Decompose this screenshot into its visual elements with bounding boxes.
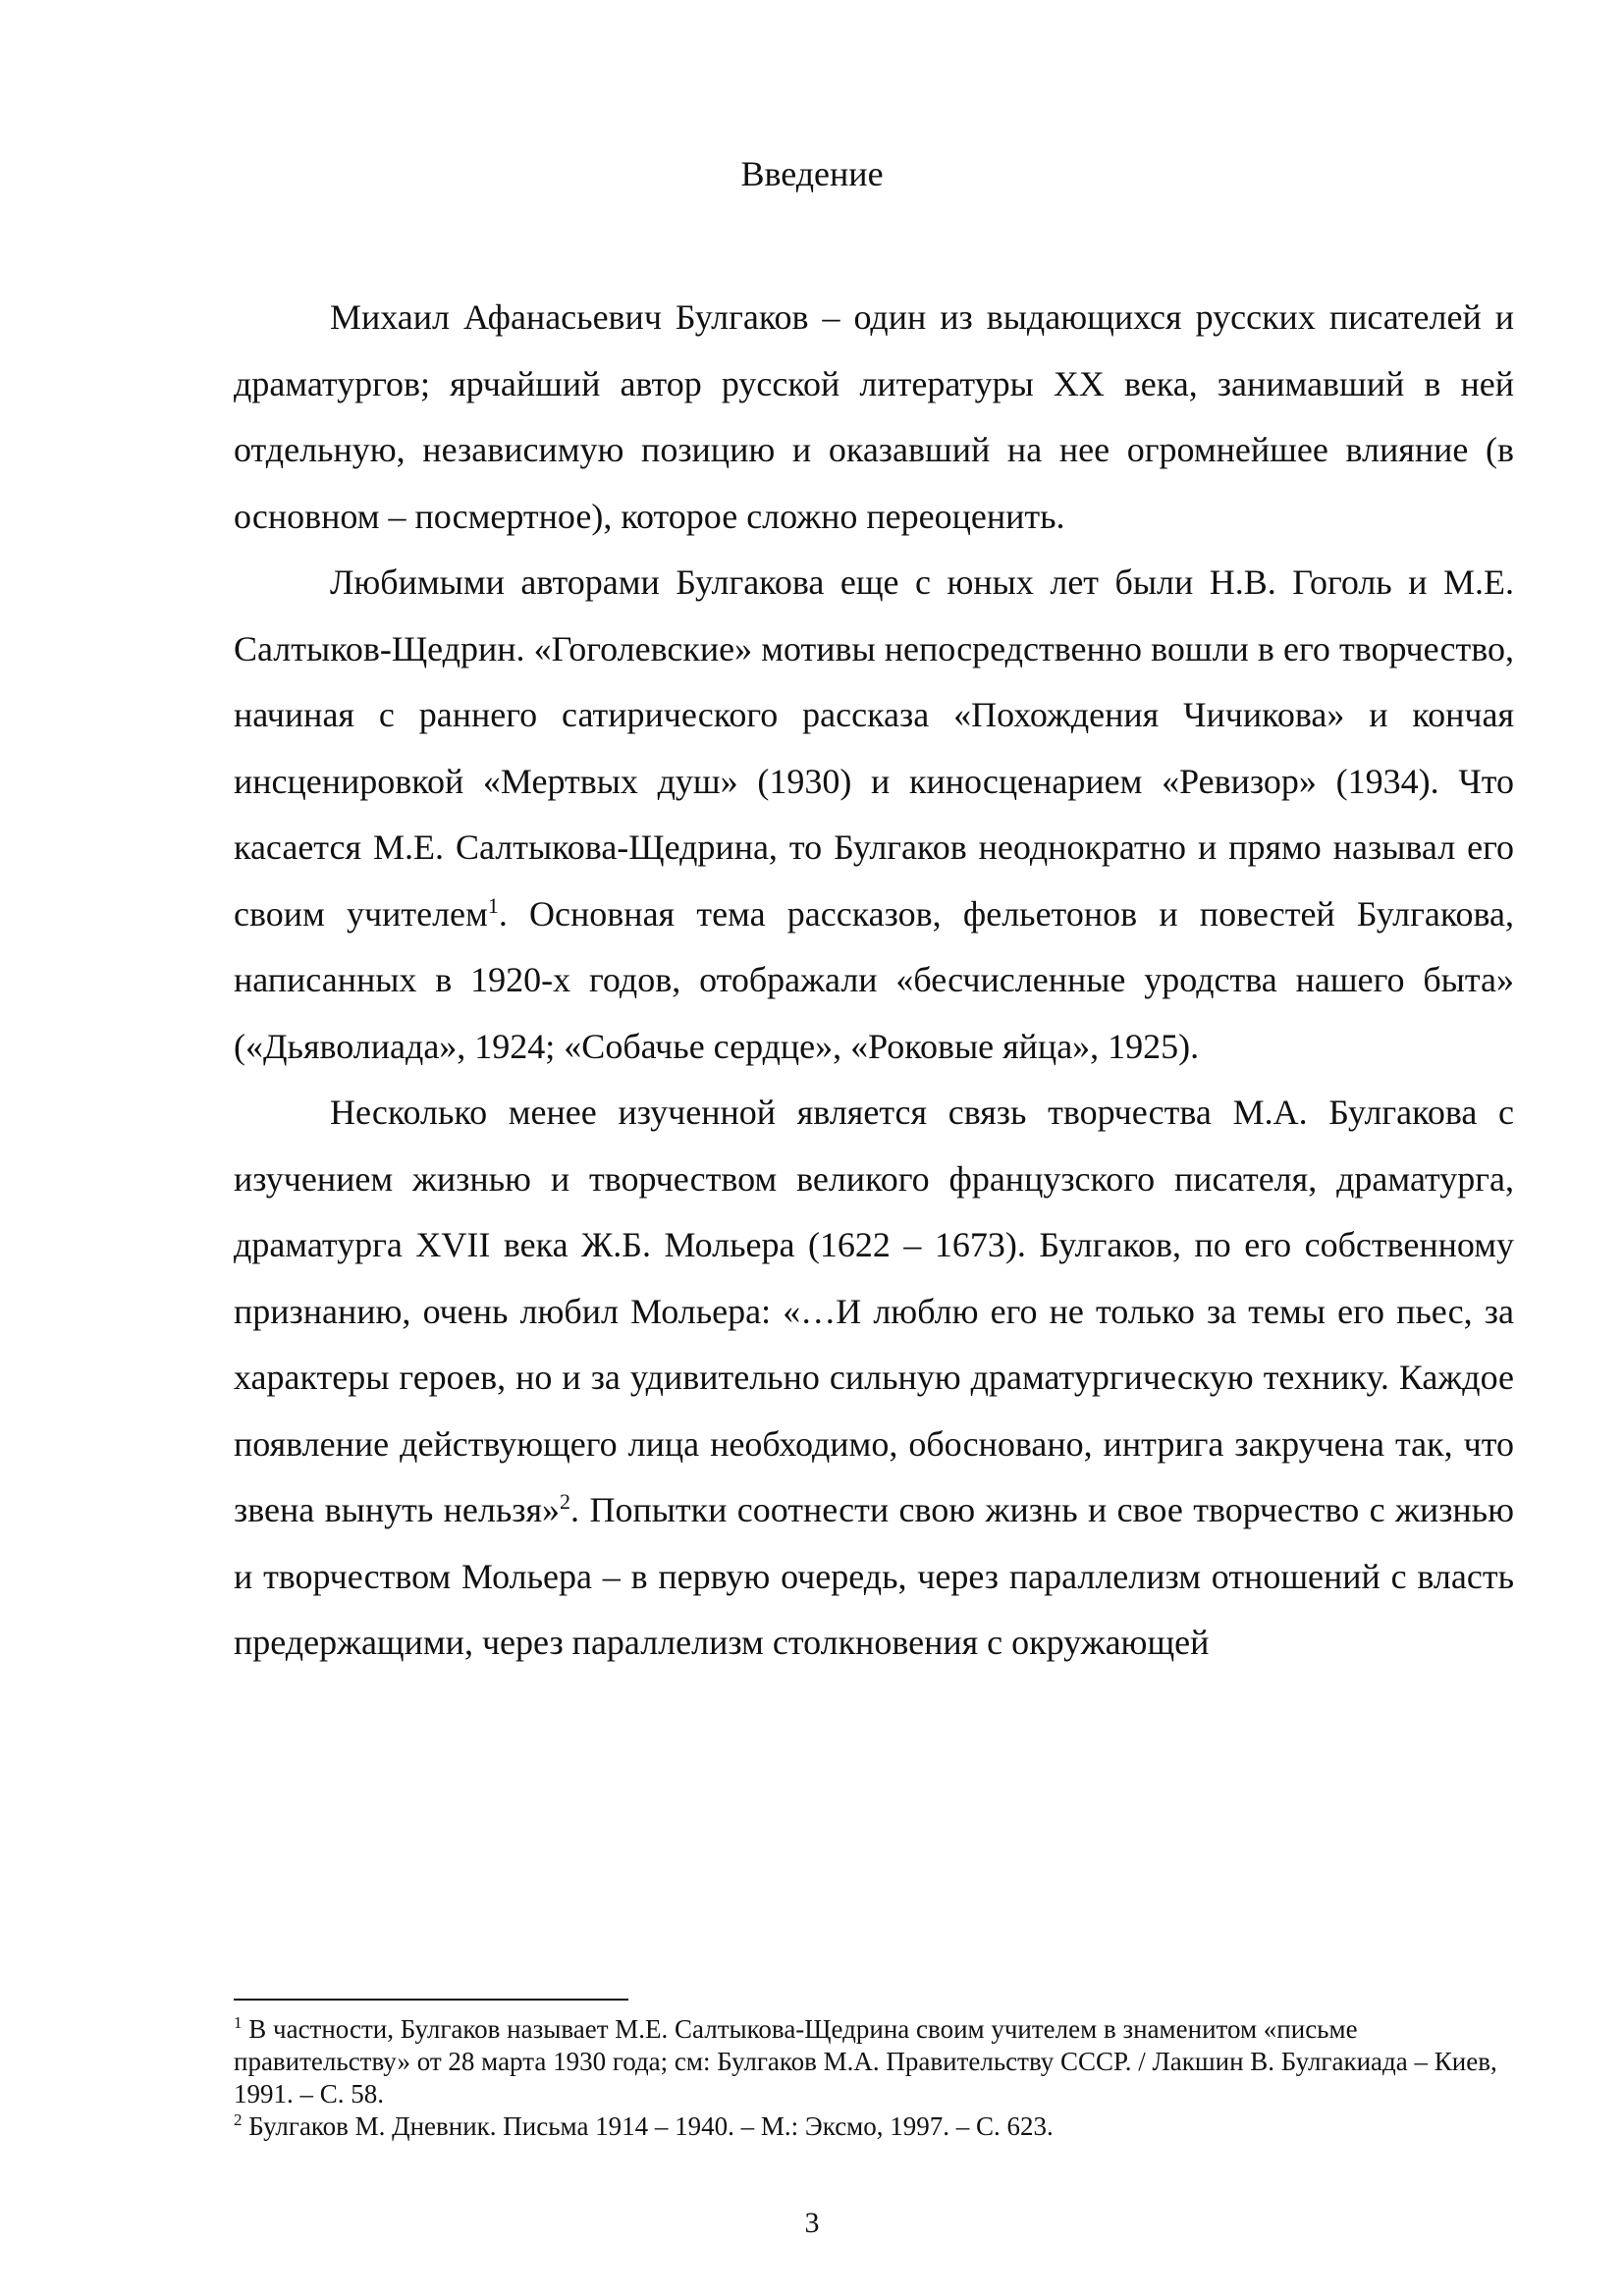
page-number: 3 [804,2207,820,2239]
footnote-reference[interactable]: 2 [560,1489,571,1514]
paragraph-intro [234,285,1514,550]
paragraph-moliere [234,1080,1514,1677]
section-title: Введение [740,154,884,193]
body-text [234,285,1514,1677]
footnote-reference[interactable]: 1 [487,892,499,918]
footnote-number: 1 [234,2013,243,2032]
footnote [234,2110,1514,2143]
paragraph-text: Любимыми авторами Булгакова еще с юных лет были Н.В. Гоголь и М.Е. Салтыков-Щедрин. «Гоголевские» мотивы непосредственно вошли в его творчество, начиная с раннего сатирического рассказа «Похождения Чичикова» и кончая инсценировкой «Мертвых душ» (1930) и киносценарием «Ревизор» (1934). Что касается М.Е. Салтыкова-Щедрина, то Булгаков неоднократно и прямо называл его своим учителем [234,562,1514,934]
paragraph-text: Несколько менее изученной является связь творчества М.А. Булгакова с изучением жизнью и творчеством великого французского писателя, драматурга, драматурга XVII века Ж.Б. Мольера (1622 – 1673). Булгаков, по его собственному признанию, очень любил Мольера: «…И люблю его не только за темы его пьес, за характеры героев, но и за удивительно сильную драматургическую технику. Каждое появление действующего лица необходимо, обосновано, интрига закручена так, что звена вынуть нельзя» [234,1093,1514,1529]
footnotes [234,2013,1514,2143]
footnote-number: 2 [234,2110,243,2129]
footnote-text: Булгаков М. Дневник. Письма 1914 – 1940. – М.: Эксмо, 1997. – С. 623. [248,2111,1054,2141]
paragraph-influences [234,550,1514,1080]
footnote [234,2013,1514,2110]
paragraph-text: . Попытки соотнести свою жизнь и свое творчество с жизнью и творчеством Мольера – в первую очередь, через параллелизм отношений с власть предержащими, через параллелизм столкновения с окружающей [234,1490,1514,1662]
paragraph-text: Михаил Афанасьевич Булгаков – один из выдающихся русских писателей и драматургов; ярчайший автор русской литературы XX века, занимавший в ней отдельную, независимую позицию и оказавший на нее огромнейшее влияние (в основном – посмертное), которое сложно переоценить. [234,297,1514,536]
footnote-text: В частности, Булгаков называет М.Е. Салтыкова-Щедрина своим учителем в знаменитом «письме правительству» от 28 марта 1930 года; см: Булгаков М.А. Правительству СССР. / Лакшин В. Булгакиада – Киев, 1991. – С. 58. [234,2014,1497,2109]
paragraph-text: . Основная тема рассказов, фельетонов и повестей Булгакова, написанных в 1920-х годов, отображали «бесчисленные уродства нашего быта» («Дьяволиада», 1924; «Собачье сердце», «Роковые яйца», 1925). [234,893,1514,1066]
footnote-separator [234,1999,628,2001]
